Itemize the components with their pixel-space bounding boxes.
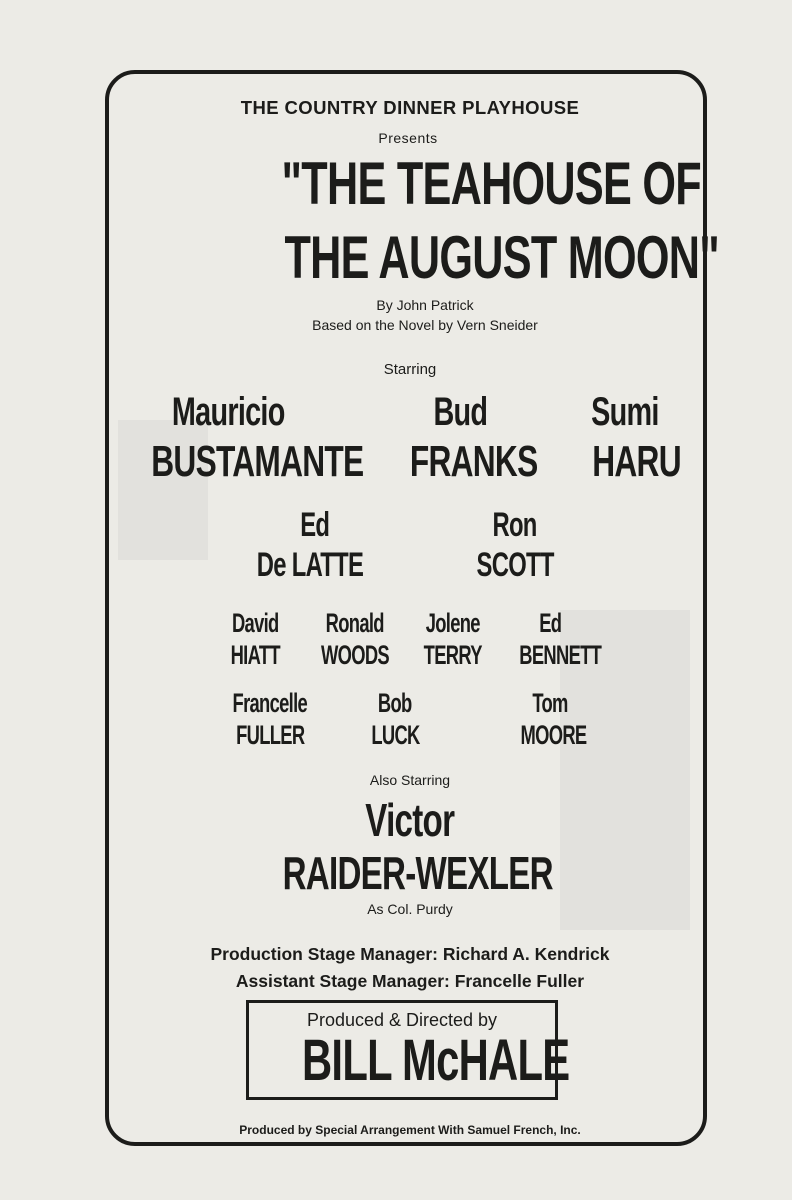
cast-first-name: Ronald bbox=[325, 608, 385, 638]
play-title-line-2: THE AUGUST MOON" bbox=[284, 224, 720, 291]
cast-last-name: WOODS bbox=[321, 640, 389, 670]
also-starring-label: Also Starring bbox=[369, 772, 451, 788]
costar-first-name: Ed bbox=[300, 506, 330, 544]
producer-name: BILL McHALE bbox=[301, 1028, 570, 1093]
cast-first-name: Ed bbox=[538, 608, 562, 638]
cast-last-name: TERRY bbox=[423, 640, 483, 670]
cast-last-name: HIATT bbox=[230, 640, 280, 670]
cast-first-name: Tom bbox=[532, 688, 568, 718]
star-first-name: Sumi bbox=[591, 390, 659, 434]
costar-first-name: Ron bbox=[492, 506, 538, 544]
costar-last-name: SCOTT bbox=[476, 546, 554, 584]
star-last-name: HARU bbox=[592, 437, 681, 486]
cast-first-name: Bob bbox=[378, 688, 412, 718]
production-stage-manager: Production Stage Manager: Richard A. Kendrick bbox=[210, 944, 610, 964]
starring-label: Starring bbox=[383, 361, 437, 378]
star-first-name: Bud bbox=[433, 390, 487, 434]
assistant-stage-manager: Assistant Stage Manager: Francelle Fuller bbox=[235, 971, 585, 991]
author-line: By John Patrick bbox=[376, 297, 474, 313]
featured-role: As Col. Purdy bbox=[367, 901, 453, 917]
cast-first-name: Francelle bbox=[232, 688, 308, 718]
star-last-name: BUSTAMANTE bbox=[151, 437, 364, 486]
cast-last-name: LUCK bbox=[371, 720, 420, 750]
featured-last-name: RAIDER-WEXLER bbox=[282, 847, 553, 899]
featured-first-name: Victor bbox=[365, 794, 455, 846]
producer-label: Produced & Directed by bbox=[306, 1010, 498, 1030]
cast-last-name: FULLER bbox=[236, 720, 305, 750]
presents-label: Presents bbox=[378, 130, 438, 146]
play-title-line-1: "THE TEAHOUSE OF bbox=[281, 150, 701, 217]
venue-name: THE COUNTRY DINNER PLAYHOUSE bbox=[240, 97, 580, 118]
star-first-name: Mauricio bbox=[171, 390, 285, 434]
cast-last-name: MOORE bbox=[520, 720, 587, 750]
rights-credit: Produced by Special Arrangement With Samuel French, Inc. bbox=[239, 1123, 581, 1137]
star-last-name: FRANKS bbox=[409, 437, 538, 486]
cast-first-name: David bbox=[231, 608, 279, 638]
cast-first-name: Jolene bbox=[425, 608, 481, 638]
cast-last-name: BENNETT bbox=[519, 640, 602, 670]
source-novel-line: Based on the Novel by Vern Sneider bbox=[312, 317, 538, 333]
costar-last-name: De LATTE bbox=[256, 546, 364, 584]
